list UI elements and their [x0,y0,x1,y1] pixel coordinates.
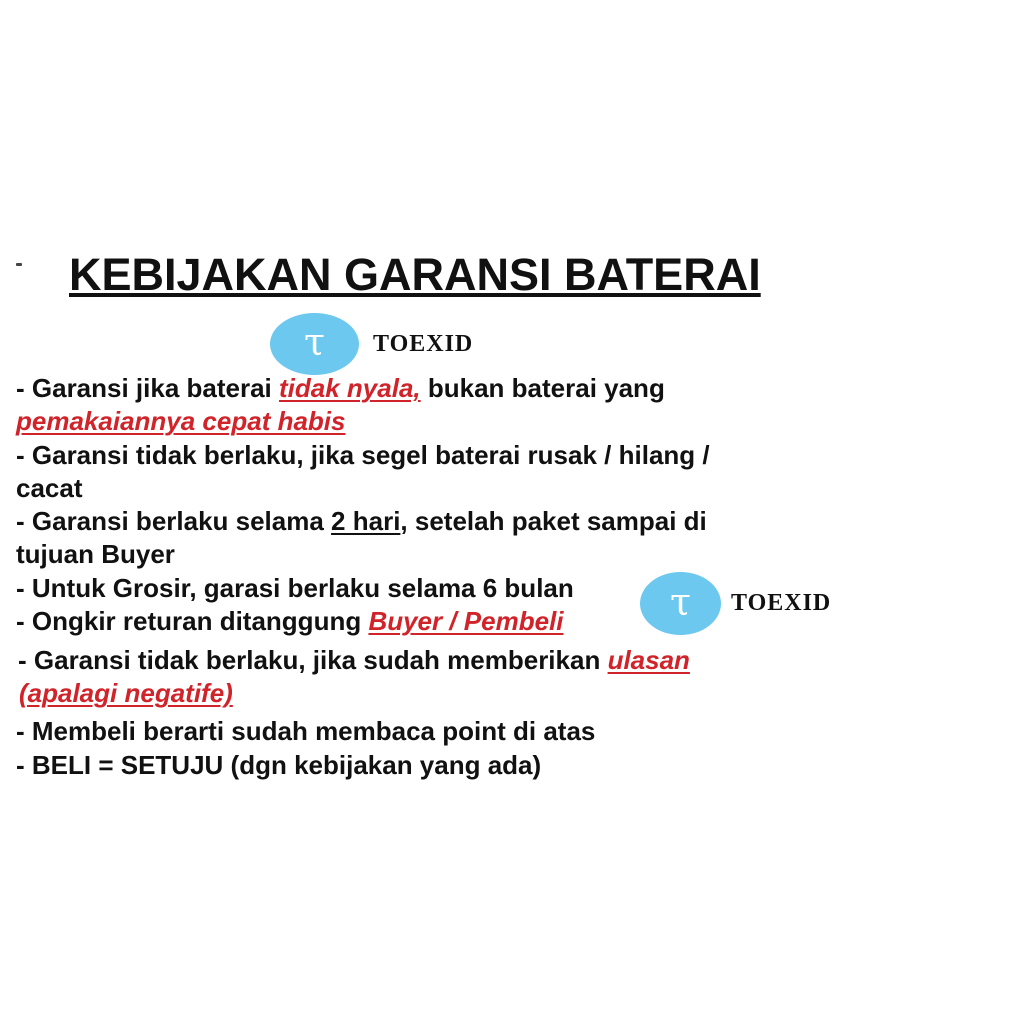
brand-name: TOEXID [731,590,832,616]
highlight-text: Buyer / Pembeli [368,606,564,636]
highlight-text: (apalagi negatife) [19,678,233,708]
highlight-text: ulasan [607,645,690,675]
policy-line-8: - Ongkir returan ditanggung Buyer / Pembeli [16,606,564,636]
logo-glyph: τ [303,320,326,364]
stray-mark [16,263,22,266]
highlight-text: tidak nyala, [279,373,421,403]
policy-line-4: cacat [16,473,83,503]
policy-line-9: - Garansi tidak berlaku, jika sudah memberikan ulasan [18,645,690,675]
highlight-text: pemakaiannya cepat habis [16,406,346,436]
policy-line-7: - Untuk Grosir, garasi berlaku selama 6 bulan [16,573,574,603]
brand-logo [640,572,831,635]
policy-line-3: - Garansi tidak berlaku, jika segel baterai rusak / hilang / [16,440,710,470]
brand-logo [270,313,473,375]
policy-line-11: - Membeli berarti sudah membaca point di atas [16,716,596,746]
policy-line-12: - BELI = SETUJU (dgn kebijakan yang ada) [16,750,542,780]
logo-glyph: τ [669,579,692,624]
tau-logo-icon [640,572,721,635]
brand-name: TOEXID [373,330,474,357]
policy-line-5: - Garansi berlaku selama 2 hari, setelah paket sampai di [16,506,707,536]
page-title: KEBIJAKAN GARANSI BATERAI [69,249,761,300]
underlined-text: 2 hari [331,506,401,536]
tau-logo-icon [270,313,359,375]
policy-line-10 [19,677,233,709]
policy-line-1: - Garansi jika baterai tidak nyala, bukan baterai yang [16,373,665,403]
policy-line-6: tujuan Buyer [16,539,175,569]
policy-line-2 [16,405,345,437]
